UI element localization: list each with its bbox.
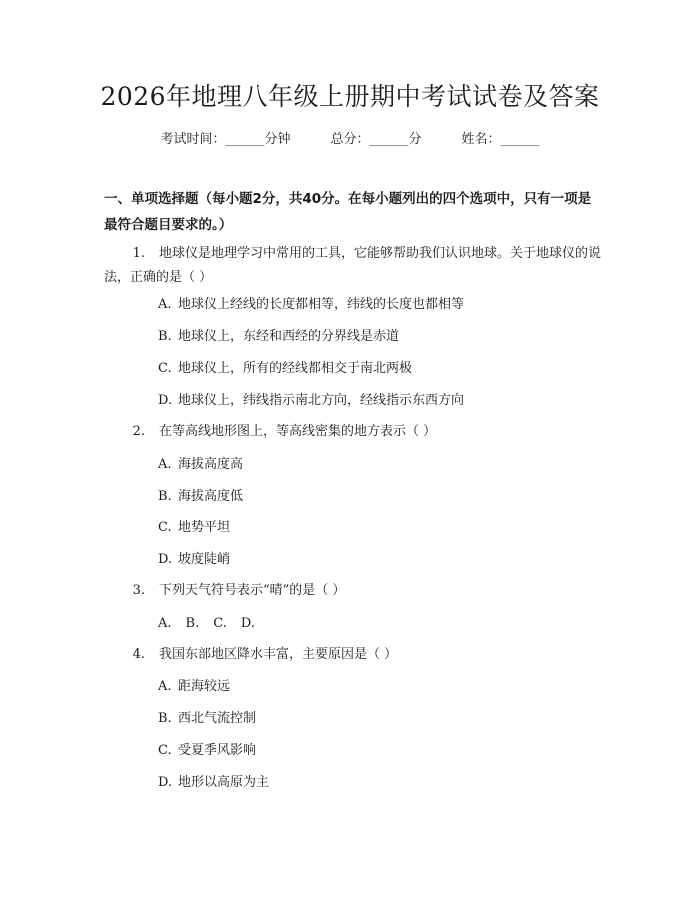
option-text: 地势平坦 <box>178 520 231 535</box>
question-number: 4. <box>132 647 145 662</box>
question-1-option-a <box>158 295 464 315</box>
question-text: 在等高线地形图上，等高线密集的地方表示（ ） <box>159 424 437 439</box>
option-letter: D. <box>158 775 173 790</box>
option-letter: C. <box>158 361 172 376</box>
question-text: 下列天气符号表示“晴”的是（ ） <box>159 583 346 598</box>
page-title: 2026年地理八年级上册期中考试试卷及答案 <box>100 82 600 111</box>
option-letter: B. <box>158 711 172 726</box>
option-text: 受夏季风影响 <box>178 743 257 758</box>
option-letter-d: D. <box>240 616 255 631</box>
total-score-label: 总分：______分 <box>330 132 422 147</box>
option-letter: C. <box>158 743 172 758</box>
question-3 <box>104 579 602 603</box>
option-letter: C. <box>158 520 172 535</box>
question-1-option-d <box>158 391 464 411</box>
option-letter: A. <box>158 297 172 312</box>
question-4-option-d <box>158 773 269 793</box>
question-2 <box>104 420 602 444</box>
option-letter: A. <box>158 679 172 694</box>
option-letter-b: B. <box>185 616 200 631</box>
question-1 <box>104 242 602 290</box>
option-letter-a: A. <box>158 616 172 631</box>
question-number: 1. <box>132 246 145 261</box>
option-text: 地球仪上，所有的经线都相交于南北两极 <box>178 361 413 376</box>
option-letter-c: C. <box>213 616 227 631</box>
question-2-option-a <box>158 455 243 475</box>
option-text: 地球仪上经线的长度都相等，纬线的长度也都相等 <box>178 297 465 312</box>
question-4 <box>104 643 602 667</box>
question-2-option-d <box>158 550 230 570</box>
question-1-option-b <box>158 327 399 347</box>
option-letter: D. <box>158 552 173 567</box>
student-name-label: 姓名：______ <box>461 132 540 147</box>
question-number: 3. <box>132 583 145 598</box>
option-text: 西北气流控制 <box>178 711 257 726</box>
question-1-option-c <box>158 359 412 379</box>
option-letter: B. <box>158 489 172 504</box>
question-text: 我国东部地区降水丰富，主要原因是（ ） <box>159 647 398 662</box>
exam-info-line <box>0 130 700 150</box>
option-letter: D. <box>158 393 173 408</box>
question-4-option-a <box>158 677 230 697</box>
question-2-option-b <box>158 487 243 507</box>
option-text: 海拔高度低 <box>178 489 244 504</box>
question-text: 地球仪是地理学习中常用的工具，它能够帮助我们认识地球。关于地球仪的说法，正确的是（ ） <box>104 246 602 285</box>
option-text: 坡度陡峭 <box>178 552 231 567</box>
question-number: 2. <box>132 424 145 439</box>
question-4-option-b <box>158 709 256 729</box>
option-text: 地球仪上，纬线指示南北方向，经线指示东西方向 <box>178 393 465 408</box>
option-letter: B. <box>158 329 172 344</box>
question-2-option-c <box>158 518 230 538</box>
option-text: 距海较远 <box>178 679 231 694</box>
section-heading: 一、单项选择题（每小题2分，共40分。在每小题列出的四个选项中，只有一项是最符合题目要求的。） <box>104 191 592 233</box>
option-text: 海拔高度高 <box>178 457 244 472</box>
option-letter: A. <box>158 457 172 472</box>
option-text: 地形以高原为主 <box>178 775 270 790</box>
option-text: 地球仪上，东经和西经的分界线是赤道 <box>178 329 400 344</box>
question-4-option-c <box>158 741 256 761</box>
exam-time-label: 考试时间：______分钟 <box>160 132 291 147</box>
question-3-options <box>158 614 269 634</box>
